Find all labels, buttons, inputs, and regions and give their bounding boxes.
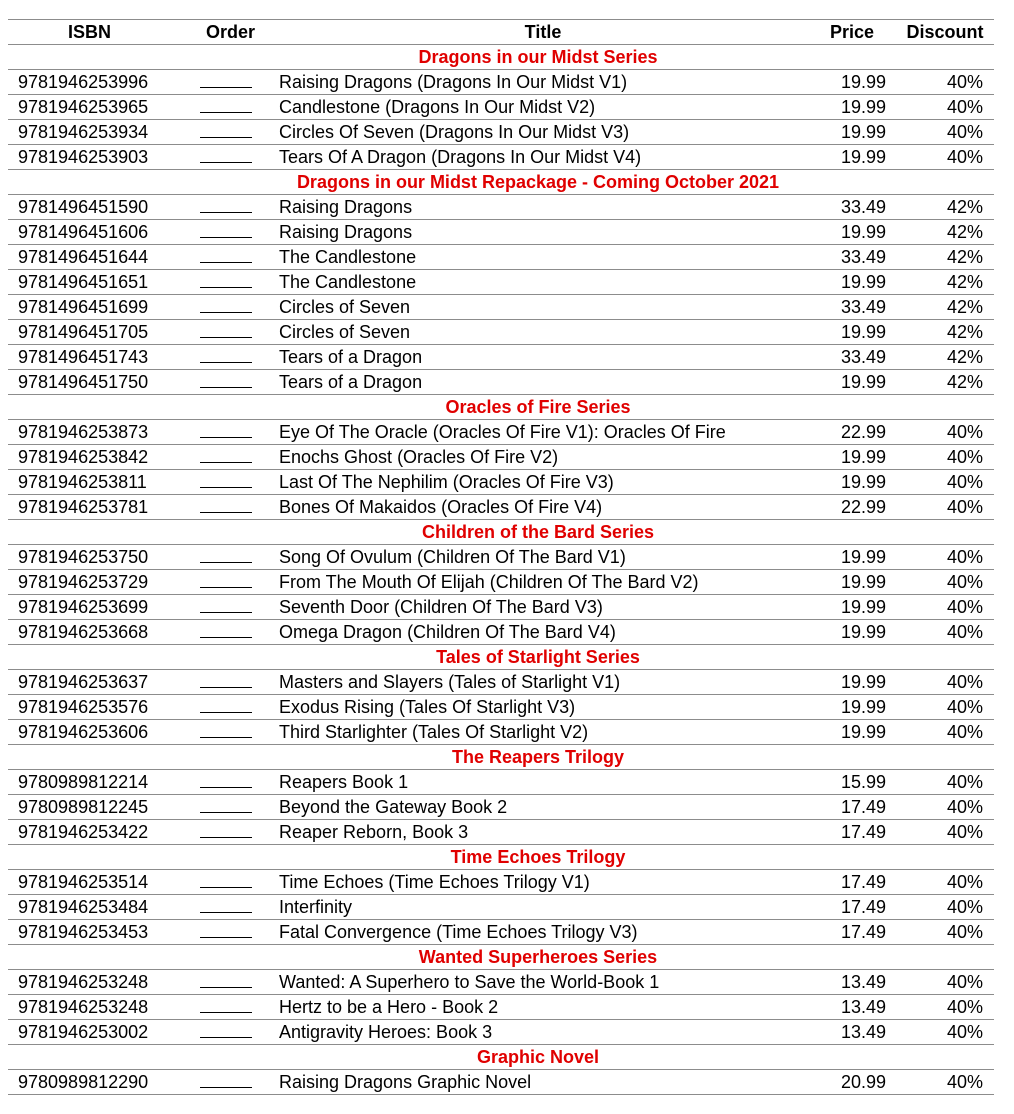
title-cell: Beyond the Gateway Book 2	[278, 795, 808, 820]
table-row	[8, 420, 994, 445]
header-price: Price	[808, 20, 896, 45]
title-cell: Fatal Convergence (Time Echoes Trilogy V3)	[278, 920, 808, 945]
discount-cell: 40%	[896, 495, 994, 520]
order-cell[interactable]	[183, 420, 278, 445]
price-cell: 19.99	[808, 570, 896, 595]
order-cell[interactable]	[183, 595, 278, 620]
isbn-cell: 9781946253514	[8, 870, 183, 895]
title-cell: Circles Of Seven (Dragons In Our Midst V3)	[278, 120, 808, 145]
discount-cell: 40%	[896, 870, 994, 895]
discount-cell: 40%	[896, 820, 994, 845]
isbn-cell: 9781946253781	[8, 495, 183, 520]
discount-cell: 40%	[896, 670, 994, 695]
table-row	[8, 545, 994, 570]
order-blank-line[interactable]	[200, 345, 252, 363]
order-cell[interactable]	[183, 470, 278, 495]
isbn-cell: 9781946253637	[8, 670, 183, 695]
table-row	[8, 220, 994, 245]
discount-cell: 40%	[896, 920, 994, 945]
price-cell: 19.99	[808, 370, 896, 395]
order-blank-line[interactable]	[200, 720, 252, 738]
section-heading	[8, 1045, 994, 1070]
title-cell: Reapers Book 1	[278, 770, 808, 795]
price-cell: 19.99	[808, 620, 896, 645]
order-blank-line[interactable]	[200, 470, 252, 488]
table-row	[8, 820, 994, 845]
section-row	[8, 745, 994, 770]
table-row	[8, 795, 994, 820]
discount-cell: 42%	[896, 295, 994, 320]
discount-cell: 40%	[896, 720, 994, 745]
order-cell[interactable]	[183, 795, 278, 820]
price-cell: 19.99	[808, 120, 896, 145]
order-form-sheet	[8, 19, 994, 1095]
title-cell: Circles of Seven	[278, 295, 808, 320]
price-cell: 33.49	[808, 245, 896, 270]
table-row	[8, 270, 994, 295]
table-row	[8, 770, 994, 795]
order-blank-line[interactable]	[200, 320, 252, 338]
title-cell: Seventh Door (Children Of The Bard V3)	[278, 595, 808, 620]
table-row	[8, 145, 994, 170]
order-cell[interactable]	[183, 1070, 278, 1095]
order-blank-line[interactable]	[200, 295, 252, 313]
price-cell: 19.99	[808, 270, 896, 295]
order-blank-line[interactable]	[200, 620, 252, 638]
table-body	[8, 45, 994, 1095]
discount-cell: 40%	[896, 1070, 994, 1095]
discount-cell: 40%	[896, 1020, 994, 1045]
isbn-cell: 9781946253248	[8, 970, 183, 995]
title-cell: Bones Of Makaidos (Oracles Of Fire V4)	[278, 495, 808, 520]
order-cell[interactable]	[183, 445, 278, 470]
isbn-cell: 9781496451606	[8, 220, 183, 245]
section-title: Dragons in our Midst Series	[418, 47, 658, 67]
order-blank-line[interactable]	[200, 495, 252, 513]
discount-cell: 40%	[896, 995, 994, 1020]
section-heading	[8, 845, 994, 870]
price-cell: 19.99	[808, 470, 896, 495]
section-row	[8, 45, 994, 70]
title-cell: Tears of a Dragon	[278, 345, 808, 370]
table-row	[8, 1070, 994, 1095]
price-cell: 17.49	[808, 895, 896, 920]
discount-cell: 40%	[896, 620, 994, 645]
isbn-cell: 9781946253996	[8, 70, 183, 95]
price-cell: 13.49	[808, 970, 896, 995]
isbn-cell: 9781946253965	[8, 95, 183, 120]
table-row	[8, 345, 994, 370]
title-cell: The Candlestone	[278, 245, 808, 270]
price-cell: 19.99	[808, 695, 896, 720]
section-title: Graphic Novel	[476, 1047, 600, 1067]
price-cell: 33.49	[808, 345, 896, 370]
price-cell: 17.49	[808, 870, 896, 895]
title-cell: Raising Dragons (Dragons In Our Midst V1)	[278, 70, 808, 95]
title-cell: Wanted: A Superhero to Save the World-Book 1	[278, 970, 808, 995]
title-cell: Candlestone (Dragons In Our Midst V2)	[278, 95, 808, 120]
order-blank-line[interactable]	[200, 95, 252, 113]
section-row	[8, 520, 994, 545]
title-cell: Interfinity	[278, 895, 808, 920]
header-isbn: ISBN	[8, 20, 183, 45]
isbn-cell: 9781946253729	[8, 570, 183, 595]
order-blank-line[interactable]	[200, 970, 252, 988]
order-blank-line[interactable]	[200, 695, 252, 713]
isbn-cell: 9781946253842	[8, 445, 183, 470]
title-cell: Raising Dragons Graphic Novel	[278, 1070, 808, 1095]
table-row	[8, 320, 994, 345]
order-blank-line[interactable]	[200, 870, 252, 888]
header-order: Order	[183, 20, 278, 45]
order-blank-line[interactable]	[200, 220, 252, 238]
isbn-cell: 9781946253606	[8, 720, 183, 745]
order-blank-line[interactable]	[200, 245, 252, 263]
table-row	[8, 695, 994, 720]
price-cell: 20.99	[808, 1070, 896, 1095]
order-cell[interactable]	[183, 220, 278, 245]
order-cell[interactable]	[183, 570, 278, 595]
isbn-cell: 9781946253002	[8, 1020, 183, 1045]
title-cell: Song Of Ovulum (Children Of The Bard V1)	[278, 545, 808, 570]
order-cell[interactable]	[183, 695, 278, 720]
order-blank-line[interactable]	[200, 895, 252, 913]
order-cell[interactable]	[183, 320, 278, 345]
price-cell: 13.49	[808, 1020, 896, 1045]
table-row	[8, 870, 994, 895]
table-row	[8, 970, 994, 995]
order-cell[interactable]	[183, 345, 278, 370]
order-cell[interactable]	[183, 495, 278, 520]
title-cell: Tears of a Dragon	[278, 370, 808, 395]
title-cell: Third Starlighter (Tales Of Starlight V2)	[278, 720, 808, 745]
title-cell: Raising Dragons	[278, 220, 808, 245]
order-cell[interactable]	[183, 670, 278, 695]
section-heading	[8, 745, 994, 770]
table-row	[8, 370, 994, 395]
order-blank-line[interactable]	[200, 995, 252, 1013]
header-title: Title	[278, 20, 808, 45]
discount-cell: 42%	[896, 370, 994, 395]
order-cell[interactable]	[183, 1020, 278, 1045]
section-title: Children of the Bard Series	[421, 522, 655, 542]
table-row	[8, 495, 994, 520]
title-cell: Reaper Reborn, Book 3	[278, 820, 808, 845]
table-row	[8, 295, 994, 320]
discount-cell: 42%	[896, 195, 994, 220]
order-blank-line[interactable]	[200, 420, 252, 438]
price-cell: 19.99	[808, 595, 896, 620]
price-cell: 15.99	[808, 770, 896, 795]
order-cell[interactable]	[183, 120, 278, 145]
order-cell[interactable]	[183, 70, 278, 95]
discount-cell: 42%	[896, 270, 994, 295]
discount-cell: 40%	[896, 470, 994, 495]
isbn-cell: 9781496451590	[8, 195, 183, 220]
isbn-cell: 9781946253811	[8, 470, 183, 495]
table-row	[8, 245, 994, 270]
discount-cell: 40%	[896, 770, 994, 795]
table-row	[8, 670, 994, 695]
order-cell[interactable]	[183, 370, 278, 395]
isbn-cell: 9781946253248	[8, 995, 183, 1020]
section-title: The Reapers Trilogy	[451, 747, 625, 767]
section-heading	[8, 520, 994, 545]
price-cell: 19.99	[808, 545, 896, 570]
discount-cell: 40%	[896, 595, 994, 620]
discount-cell: 40%	[896, 420, 994, 445]
discount-cell: 40%	[896, 570, 994, 595]
isbn-cell: 9781946253576	[8, 695, 183, 720]
table-row	[8, 620, 994, 645]
table-row	[8, 570, 994, 595]
table-row	[8, 995, 994, 1020]
price-cell: 19.99	[808, 95, 896, 120]
section-row	[8, 395, 994, 420]
isbn-cell: 9781946253484	[8, 895, 183, 920]
isbn-cell: 9781946253934	[8, 120, 183, 145]
order-cell[interactable]	[183, 995, 278, 1020]
order-blank-line[interactable]	[200, 770, 252, 788]
order-blank-line[interactable]	[200, 120, 252, 138]
isbn-cell: 9781496451743	[8, 345, 183, 370]
isbn-cell: 9781946253903	[8, 145, 183, 170]
price-cell: 22.99	[808, 495, 896, 520]
price-cell: 17.49	[808, 820, 896, 845]
title-cell: The Candlestone	[278, 270, 808, 295]
order-cell[interactable]	[183, 770, 278, 795]
title-cell: Circles of Seven	[278, 320, 808, 345]
discount-cell: 40%	[896, 895, 994, 920]
discount-cell: 42%	[896, 320, 994, 345]
title-cell: Last Of The Nephilim (Oracles Of Fire V3)	[278, 470, 808, 495]
isbn-cell: 9781496451750	[8, 370, 183, 395]
price-cell: 19.99	[808, 320, 896, 345]
isbn-cell: 9781946253668	[8, 620, 183, 645]
section-row	[8, 170, 994, 195]
price-cell: 19.99	[808, 220, 896, 245]
order-cell[interactable]	[183, 245, 278, 270]
order-blank-line[interactable]	[200, 370, 252, 388]
order-cell[interactable]	[183, 270, 278, 295]
order-blank-line[interactable]	[200, 70, 252, 88]
title-cell: From The Mouth Of Elijah (Children Of The Bard V2)	[278, 570, 808, 595]
title-cell: Enochs Ghost (Oracles Of Fire V2)	[278, 445, 808, 470]
isbn-cell: 9781946253422	[8, 820, 183, 845]
order-cell[interactable]	[183, 545, 278, 570]
section-title: Dragons in our Midst Repackage - Coming October 2021	[296, 172, 780, 192]
order-blank-line[interactable]	[200, 270, 252, 288]
order-blank-line[interactable]	[200, 1020, 252, 1038]
order-blank-line[interactable]	[200, 145, 252, 163]
order-blank-line[interactable]	[200, 1070, 252, 1088]
header-row	[8, 20, 994, 45]
section-heading	[8, 170, 994, 195]
order-blank-line[interactable]	[200, 795, 252, 813]
title-cell: Time Echoes (Time Echoes Trilogy V1)	[278, 870, 808, 895]
price-cell: 33.49	[808, 295, 896, 320]
price-cell: 17.49	[808, 920, 896, 945]
table-row	[8, 120, 994, 145]
price-cell: 19.99	[808, 145, 896, 170]
isbn-cell: 9781496451699	[8, 295, 183, 320]
isbn-cell: 9781496451705	[8, 320, 183, 345]
order-cell[interactable]	[183, 870, 278, 895]
discount-cell: 40%	[896, 70, 994, 95]
title-cell: Omega Dragon (Children Of The Bard V4)	[278, 620, 808, 645]
title-cell: Raising Dragons	[278, 195, 808, 220]
section-title: Tales of Starlight Series	[436, 647, 640, 667]
price-cell: 22.99	[808, 420, 896, 445]
section-row	[8, 645, 994, 670]
isbn-cell: 9781946253453	[8, 920, 183, 945]
table-row	[8, 595, 994, 620]
order-blank-line[interactable]	[200, 570, 252, 588]
isbn-cell: 9781946253873	[8, 420, 183, 445]
price-cell: 19.99	[808, 70, 896, 95]
section-heading	[8, 395, 994, 420]
section-title: Time Echoes Trilogy	[450, 847, 626, 867]
table-row	[8, 195, 994, 220]
order-blank-line[interactable]	[200, 595, 252, 613]
discount-cell: 40%	[896, 795, 994, 820]
isbn-cell: 9781946253699	[8, 595, 183, 620]
title-cell: Antigravity Heroes: Book 3	[278, 1020, 808, 1045]
section-title: Oracles of Fire Series	[445, 397, 631, 417]
price-cell: 19.99	[808, 445, 896, 470]
section-heading	[8, 45, 994, 70]
discount-cell: 40%	[896, 445, 994, 470]
order-cell[interactable]	[183, 620, 278, 645]
order-cell[interactable]	[183, 970, 278, 995]
isbn-cell: 9780989812214	[8, 770, 183, 795]
order-cell[interactable]	[183, 820, 278, 845]
table-row	[8, 720, 994, 745]
title-cell: Eye Of The Oracle (Oracles Of Fire V1): Oracles Of Fire	[278, 420, 808, 445]
table-row	[8, 1020, 994, 1045]
order-blank-line[interactable]	[200, 920, 252, 938]
order-blank-line[interactable]	[200, 545, 252, 563]
price-cell: 19.99	[808, 670, 896, 695]
order-cell[interactable]	[183, 95, 278, 120]
price-cell: 19.99	[808, 720, 896, 745]
title-cell: Exodus Rising (Tales Of Starlight V3)	[278, 695, 808, 720]
order-cell[interactable]	[183, 895, 278, 920]
order-blank-line[interactable]	[200, 820, 252, 838]
isbn-cell: 9781496451651	[8, 270, 183, 295]
order-cell[interactable]	[183, 145, 278, 170]
table-row	[8, 895, 994, 920]
table-row	[8, 70, 994, 95]
discount-cell: 42%	[896, 220, 994, 245]
price-cell: 17.49	[808, 795, 896, 820]
section-heading	[8, 645, 994, 670]
title-cell: Hertz to be a Hero - Book 2	[278, 995, 808, 1020]
section-title: Wanted Superheroes Series	[418, 947, 658, 967]
section-heading	[8, 945, 994, 970]
discount-cell: 40%	[896, 145, 994, 170]
discount-cell: 40%	[896, 970, 994, 995]
section-row	[8, 945, 994, 970]
discount-cell: 40%	[896, 120, 994, 145]
order-cell[interactable]	[183, 720, 278, 745]
isbn-cell: 9780989812290	[8, 1070, 183, 1095]
isbn-cell: 9780989812245	[8, 795, 183, 820]
price-cell: 13.49	[808, 995, 896, 1020]
discount-cell: 40%	[896, 545, 994, 570]
discount-cell: 42%	[896, 345, 994, 370]
order-blank-line[interactable]	[200, 670, 252, 688]
table-row	[8, 470, 994, 495]
table-row	[8, 95, 994, 120]
order-cell[interactable]	[183, 195, 278, 220]
discount-cell: 40%	[896, 695, 994, 720]
title-cell: Tears Of A Dragon (Dragons In Our Midst V4)	[278, 145, 808, 170]
table-row	[8, 920, 994, 945]
header-discount: Discount	[896, 20, 994, 45]
section-row	[8, 845, 994, 870]
isbn-cell: 9781496451644	[8, 245, 183, 270]
price-cell: 33.49	[808, 195, 896, 220]
order-cell[interactable]	[183, 920, 278, 945]
table-row	[8, 445, 994, 470]
order-blank-line[interactable]	[200, 445, 252, 463]
section-row	[8, 1045, 994, 1070]
title-cell: Masters and Slayers (Tales of Starlight V1)	[278, 670, 808, 695]
discount-cell: 40%	[896, 95, 994, 120]
order-blank-line[interactable]	[200, 195, 252, 213]
discount-cell: 42%	[896, 245, 994, 270]
order-table	[8, 19, 994, 1095]
isbn-cell: 9781946253750	[8, 545, 183, 570]
order-cell[interactable]	[183, 295, 278, 320]
